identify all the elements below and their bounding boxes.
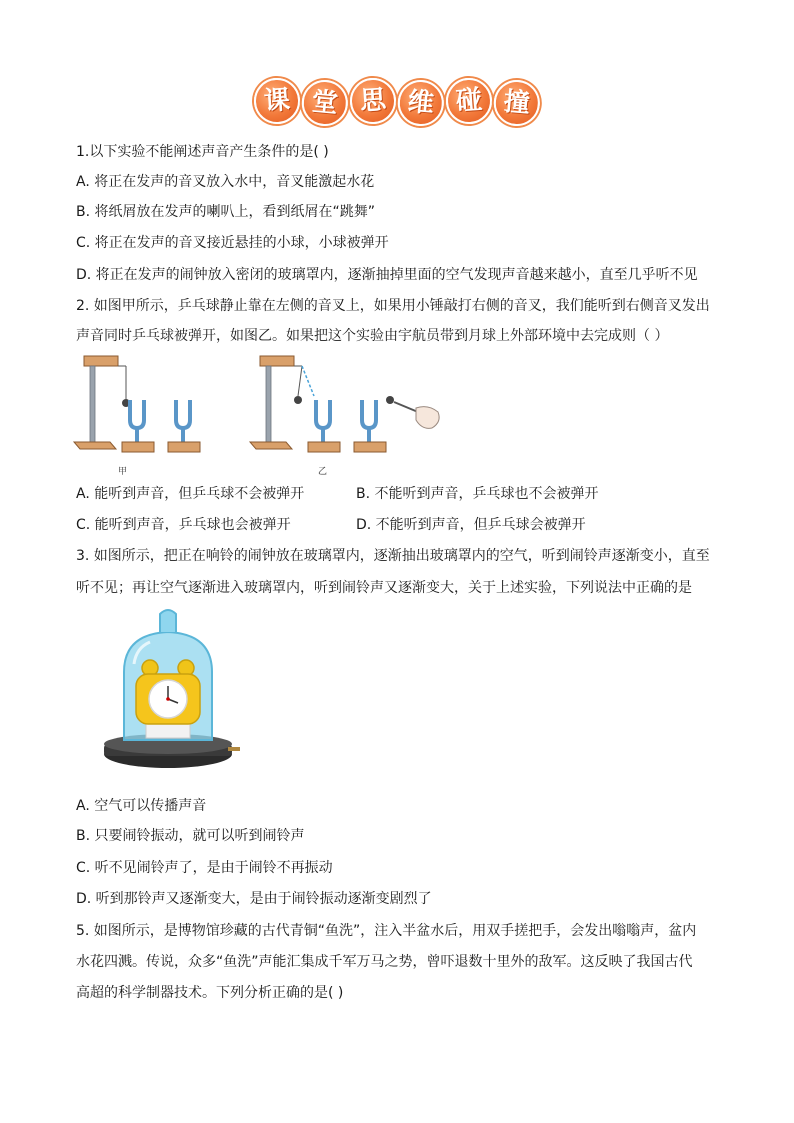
title-char: 堂: [300, 78, 350, 128]
q3-option-a: A. 空气可以传播声音: [76, 798, 207, 814]
q5-stem-line2: 水花四溅。传说，众多“鱼洗”声能汇集成千军万马之势，曾吓退数十里外的敌军。这反映了我国古代: [76, 954, 693, 970]
section-title: [0, 78, 794, 124]
q3-option-d: D. 听到那铃声又逐渐变大，是由于闹铃振动逐渐变剧烈了: [76, 891, 432, 907]
q2-option-d: D. 不能听到声音，但乒乓球会被弹开: [356, 517, 586, 533]
q2-option-c: C. 能听到声音，乒乓球也会被弹开: [76, 517, 291, 533]
title-char: 碰: [444, 76, 493, 125]
q5-stem-line3: 高超的科学制器技术。下列分析正确的是( ): [76, 985, 344, 1001]
q1-option-d: D. 将正在发声的闹钟放入密闭的玻璃罩内，逐渐抽掉里面的空气发现声音越来越小，直至几乎听不见: [76, 267, 698, 283]
q1-option-b: B. 将纸屑放在发声的喇叭上，看到纸屑在“跳舞”: [76, 204, 376, 220]
title-char: 思: [348, 76, 397, 125]
q2-option-b: B. 不能听到声音，乒乓球也不会被弹开: [356, 486, 599, 502]
tuning-fork-figure-jia: [70, 352, 230, 462]
figure-caption-jia: 甲: [118, 467, 128, 477]
bell-jar-alarm-clock-figure: [90, 604, 250, 784]
figure-caption-yi: 乙: [318, 467, 328, 477]
q3-stem-line1: 3. 如图所示，把正在响铃的闹钟放在玻璃罩内，逐渐抽出玻璃罩内的空气，听到闹铃声逐渐变小，直至: [76, 548, 710, 564]
title-char: 维: [396, 78, 446, 128]
q1-option-c: C. 将正在发声的音叉接近悬挂的小球，小球被弹开: [76, 235, 389, 251]
title-char: 撞: [492, 78, 542, 128]
tuning-fork-figure-yi: [246, 352, 446, 462]
q2-stem-line1: 2. 如图甲所示，乒乓球静止靠在左侧的音叉上，如果用小锤敲打右侧的音叉，我们能听到右侧音叉发出: [76, 298, 710, 314]
q3-stem-line2: 听不见；再让空气逐渐进入玻璃罩内，听到闹铃声又逐渐变大，关于上述实验，下列说法中正确的是: [76, 580, 692, 596]
title-char: 课: [252, 76, 301, 125]
q2-stem-line2: 声音同时乒乓球被弹开，如图乙。如果把这个实验由宇航员带到月球上外部环境中去完成则（ ）: [76, 328, 669, 344]
q1-stem: 1.以下实验不能阐述声音产生条件的是( ): [76, 144, 329, 160]
q3-option-c: C. 听不见闹铃声了，是由于闹铃不再振动: [76, 860, 333, 876]
q1-option-a: A. 将正在发声的音叉放入水中，音叉能激起水花: [76, 174, 375, 190]
q5-stem-line1: 5. 如图所示，是博物馆珍藏的古代青铜“鱼洗”，注入半盆水后，用双手搓把手，会发出嗡嗡声，盆内: [76, 923, 697, 939]
q2-option-a: A. 能听到声音，但乒乓球不会被弹开: [76, 486, 305, 502]
q3-option-b: B. 只要闹铃振动，就可以听到闹铃声: [76, 828, 305, 844]
